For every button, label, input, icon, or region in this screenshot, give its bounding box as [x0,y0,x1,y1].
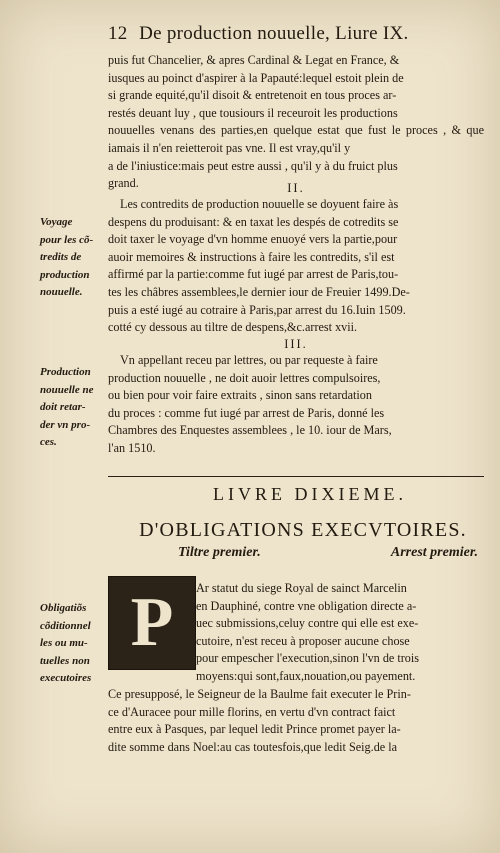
text-line: tes les châbres assemblees,le dernier iour de Freuier 1499.De- [108,284,410,299]
margin-line: der vn pro- [40,418,91,431]
text-line: l'an 1510. [108,440,156,455]
text-line: dite somme dans Noel:au cas toutesfois,que ledit Seig.de la [108,739,398,754]
text-line: iusques au poinct d'aspirer à la Papauté:lequel estoit plein de [108,70,404,85]
margin-line: production [40,268,90,281]
dropcap-letter: P [130,584,174,661]
page-number: 12 [108,23,128,44]
section-divider [108,476,484,477]
running-title: De production nouuelle, Liure IX. [139,23,409,44]
book-title: LIVRE DIXIEME. [213,484,407,504]
margin-note-voyage [40,214,108,302]
section-number: III. [284,337,308,351]
text-line: production nouuelle , ne doit auoir lettres compulsoires, [108,370,381,385]
margin-line: Voyage [40,216,73,228]
text-line: moyens:qui sont,faux,nouation,ou payement. [196,668,416,683]
text-line: ce d'Auracee pour mille florins, en vertu d'vn contract faict [108,704,396,719]
margin-line: pour les cõ- [40,233,94,246]
text-line: Ce presupposé, le Seigneur de la Baulme fait executer le Prin- [108,687,411,701]
subtitle-row [178,545,478,561]
text-line: nouuelles venans des parties,en quelque estat que fust le proces , & que iamais il n'en reietteroit pas vne. Il est vray,qu'il y [108,123,484,155]
margin-line: tuelles non [40,654,90,667]
text-line: si grande equité,qu'il disoit & entretenoit en tous proces ar- [108,88,397,103]
margin-note-obligations [40,600,108,688]
text-line: a de l'iniustice:mais peut estre aussi , qu'il y à du fruict plus [108,158,398,173]
text-line: pour empescher l'execution,sinon l'vn de trois [196,651,420,666]
text-line: despens du produisant: & en taxat les despés de cotredits se [108,214,399,229]
section-3 [108,336,484,458]
margin-line: doit retar- [40,401,86,414]
paragraph-continued [108,52,484,193]
text-line: restés deuant luy , que tousiours il receuroit les productions [108,105,398,120]
text-line: cotté cy dessous au tiltre de despens,&c.arrest xvii. [108,320,358,335]
margin-line: cõditionnel [40,619,91,632]
margin-line: tredits de [40,251,82,264]
text-line: Les contredits de production nouuelle se doyuent faire às [120,197,399,211]
ornamental-initial [108,576,196,670]
margin-note-production [40,364,108,452]
text-line: ou bien pour voir faire extraits , sinon sans retardation [108,388,372,403]
chapter-title: D'OBLIGATIONS EXECVTOIRES. [139,519,467,541]
text-line: puis fut Chancelier, & apres Cardinal & Legat en France, & [108,53,400,67]
arrest-label: Arrest premier. [390,545,478,560]
title-label: Tiltre premier. [178,545,261,560]
text-line: puis a esté iugé au cotraire à Paris,par arrest du 16.Iuin 1509. [108,302,406,317]
text-line: en Dauphiné, contre vne obligation directe a- [196,598,417,613]
margin-line: les ou mu- [40,637,88,650]
margin-line: ces. [40,436,57,449]
text-line: du proces : comme fut iugé par arrest de Paris, donné les [108,405,385,420]
text-line: grand. [108,176,139,191]
text-line: affirmé par la partie:comme fut iugé par arrest de Paris,tou- [108,267,399,282]
margin-line: nouuelle ne [40,383,94,396]
text-line: uec submissions,celuy contre qui elle est exe- [196,616,419,631]
section-number: II. [287,181,305,195]
text-line: Ar statut du siege Royal de sainct Marcelin [196,581,407,595]
text-line: cutoire, n'est receu à proposer aucune chose [196,633,410,648]
margin-line: nouuelle. [40,286,83,299]
text-line: doit taxer le voyage d'vn homme enuoyé vers la partie,pour [108,232,398,247]
margin-line: Production [40,366,91,378]
paragraph-body [108,686,484,756]
text-line: auoir memoires & instructions à faire les contredits, s'il est [108,249,395,264]
margin-line: Obligatiõs [40,602,87,614]
text-line: Chambres des Enquestes assemblees , le 10. iour de Mars, [108,423,392,438]
text-line: Vn appellant receu par lettres, ou par requeste à faire [120,353,378,367]
text-line: entre eux à Pasques, par lequel ledit Prince promet payer la- [108,722,401,737]
margin-line: executoires [40,672,92,685]
running-header [108,22,488,46]
paragraph-opening [196,580,486,686]
section-2 [108,180,484,337]
